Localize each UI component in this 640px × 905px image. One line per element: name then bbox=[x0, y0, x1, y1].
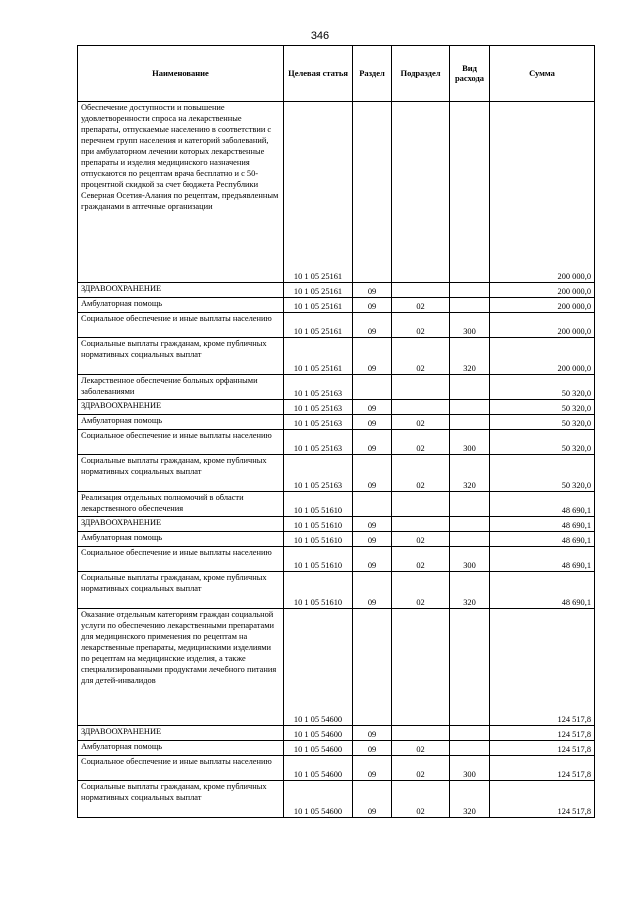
cell-subsection bbox=[392, 283, 450, 298]
page-number: 346 bbox=[310, 30, 330, 42]
cell-subsection: 02 bbox=[392, 313, 450, 338]
table-row bbox=[78, 298, 595, 313]
row-label: Социальное обеспечение и иные выплаты населению bbox=[81, 431, 272, 440]
cell-subsection bbox=[392, 609, 450, 726]
table-row bbox=[78, 517, 595, 532]
cell-sum: 200 000,0 bbox=[490, 102, 595, 283]
cell-subsection: 02 bbox=[392, 338, 450, 375]
cell-expense-type: 320 bbox=[450, 338, 490, 375]
cell-name bbox=[78, 283, 284, 298]
table-row bbox=[78, 455, 595, 492]
cell-subsection: 02 bbox=[392, 415, 450, 430]
table-row bbox=[78, 756, 595, 781]
cell-expense-type bbox=[450, 741, 490, 756]
cell-subsection: 02 bbox=[392, 532, 450, 547]
cell-section: 09 bbox=[353, 572, 392, 609]
cell-sum: 124 517,8 bbox=[490, 726, 595, 741]
cell-subsection bbox=[392, 726, 450, 741]
cell-sum: 48 690,1 bbox=[490, 532, 595, 547]
row-label: Социальное обеспечение и иные выплаты населению bbox=[81, 314, 272, 323]
row-label: ЗДРАВООХРАНЕНИЕ bbox=[81, 727, 162, 736]
cell-article: 10 1 05 25163 bbox=[284, 455, 353, 492]
cell-name bbox=[78, 547, 284, 572]
cell-name bbox=[78, 532, 284, 547]
cell-subsection bbox=[392, 400, 450, 415]
cell-subsection: 02 bbox=[392, 298, 450, 313]
cell-name bbox=[78, 492, 284, 517]
cell-sum: 124 517,8 bbox=[490, 756, 595, 781]
cell-section: 09 bbox=[353, 517, 392, 532]
cell-sum: 200 000,0 bbox=[490, 313, 595, 338]
table-row bbox=[78, 313, 595, 338]
cell-sum: 48 690,1 bbox=[490, 517, 595, 532]
cell-expense-type: 300 bbox=[450, 313, 490, 338]
row-label: Реализация отдельных полномочий в области лекарственного обеспечения bbox=[81, 493, 244, 513]
cell-name bbox=[78, 338, 284, 375]
row-label: Социальные выплаты гражданам, кроме публичных нормативных социальных выплат bbox=[81, 573, 267, 593]
cell-article: 10 1 05 51610 bbox=[284, 517, 353, 532]
cell-name bbox=[78, 517, 284, 532]
table-row bbox=[78, 609, 595, 726]
cell-section bbox=[353, 102, 392, 283]
cell-name bbox=[78, 726, 284, 741]
cell-sum: 50 320,0 bbox=[490, 430, 595, 455]
cell-subsection: 02 bbox=[392, 430, 450, 455]
row-label: Обеспечение доступности и повышение удовлетворенности спроса на лекарственные препараты, отпускаемые населению в соответствии с перечнем групп населения и категорий заболеваний, при амбулаторном лечении которых лекарственные препараты и изделия медицинского назначения отпускаются по рецептам врача бесплатно и с 50-процентной скидкой за счет бюджета Республики Северная Осетия-Алания по рецептам, предъявленным гражданами в аптечные организации bbox=[81, 103, 279, 211]
cell-subsection: 02 bbox=[392, 756, 450, 781]
cell-section: 09 bbox=[353, 455, 392, 492]
header-expense-type: Вид расхода bbox=[450, 46, 490, 102]
table-row bbox=[78, 430, 595, 455]
cell-sum: 48 690,1 bbox=[490, 547, 595, 572]
cell-subsection: 02 bbox=[392, 547, 450, 572]
table-row bbox=[78, 338, 595, 375]
cell-article: 10 1 05 25163 bbox=[284, 375, 353, 400]
cell-expense-type bbox=[450, 415, 490, 430]
cell-section: 09 bbox=[353, 532, 392, 547]
cell-section: 09 bbox=[353, 298, 392, 313]
row-label: ЗДРАВООХРАНЕНИЕ bbox=[81, 284, 162, 293]
header-article: Целевая статья bbox=[284, 46, 353, 102]
row-label: Оказание отдельным категориям граждан социальной услуги по обеспечению лекарственными препаратами для медицинского применения по рецептам на лекарственные препараты, медицинскими изделиями по рецептам на медицинские изделия, а также специализированными продуктами лечебного питания для детей-инвалидов bbox=[81, 610, 277, 685]
row-label: Амбулаторная помощь bbox=[81, 416, 163, 425]
cell-name bbox=[78, 430, 284, 455]
table-row bbox=[78, 741, 595, 756]
row-label: Социальные выплаты гражданам, кроме публичных нормативных социальных выплат bbox=[81, 782, 267, 802]
row-label: Социальное обеспечение и иные выплаты населению bbox=[81, 548, 272, 557]
cell-expense-type bbox=[450, 375, 490, 400]
cell-expense-type bbox=[450, 283, 490, 298]
cell-section: 09 bbox=[353, 781, 392, 818]
cell-article: 10 1 05 25161 bbox=[284, 298, 353, 313]
cell-name bbox=[78, 609, 284, 726]
row-label: Социальное обеспечение и иные выплаты населению bbox=[81, 757, 272, 766]
row-label: Амбулаторная помощь bbox=[81, 299, 163, 308]
table-row bbox=[78, 400, 595, 415]
cell-section bbox=[353, 492, 392, 517]
budget-table bbox=[77, 45, 595, 818]
table-row bbox=[78, 547, 595, 572]
cell-name bbox=[78, 400, 284, 415]
cell-subsection bbox=[392, 492, 450, 517]
cell-name bbox=[78, 572, 284, 609]
cell-expense-type bbox=[450, 298, 490, 313]
cell-article: 10 1 05 54600 bbox=[284, 609, 353, 726]
cell-subsection bbox=[392, 375, 450, 400]
cell-expense-type: 300 bbox=[450, 430, 490, 455]
row-label: Амбулаторная помощь bbox=[81, 533, 163, 542]
cell-subsection: 02 bbox=[392, 572, 450, 609]
cell-sum: 48 690,1 bbox=[490, 492, 595, 517]
cell-article: 10 1 05 54600 bbox=[284, 741, 353, 756]
cell-section: 09 bbox=[353, 430, 392, 455]
cell-section: 09 bbox=[353, 741, 392, 756]
cell-name bbox=[78, 298, 284, 313]
cell-expense-type bbox=[450, 400, 490, 415]
header-name: Наименование bbox=[78, 46, 284, 102]
cell-article: 10 1 05 25163 bbox=[284, 400, 353, 415]
cell-sum: 124 517,8 bbox=[490, 609, 595, 726]
table-row bbox=[78, 532, 595, 547]
cell-sum: 50 320,0 bbox=[490, 400, 595, 415]
cell-name bbox=[78, 375, 284, 400]
cell-section: 09 bbox=[353, 756, 392, 781]
row-label: Социальные выплаты гражданам, кроме публичных нормативных социальных выплат bbox=[81, 456, 267, 476]
table-row bbox=[78, 415, 595, 430]
cell-name bbox=[78, 455, 284, 492]
cell-article: 10 1 05 51610 bbox=[284, 572, 353, 609]
cell-section bbox=[353, 375, 392, 400]
cell-expense-type: 320 bbox=[450, 572, 490, 609]
cell-article: 10 1 05 25163 bbox=[284, 415, 353, 430]
row-label: ЗДРАВООХРАНЕНИЕ bbox=[81, 401, 162, 410]
cell-subsection bbox=[392, 517, 450, 532]
cell-sum: 50 320,0 bbox=[490, 415, 595, 430]
cell-expense-type bbox=[450, 492, 490, 517]
cell-article: 10 1 05 51610 bbox=[284, 547, 353, 572]
cell-expense-type bbox=[450, 609, 490, 726]
cell-name bbox=[78, 313, 284, 338]
cell-sum: 200 000,0 bbox=[490, 338, 595, 375]
cell-section: 09 bbox=[353, 400, 392, 415]
cell-article: 10 1 05 54600 bbox=[284, 756, 353, 781]
cell-section: 09 bbox=[353, 338, 392, 375]
row-label: ЗДРАВООХРАНЕНИЕ bbox=[81, 518, 162, 527]
cell-subsection: 02 bbox=[392, 781, 450, 818]
cell-expense-type: 300 bbox=[450, 547, 490, 572]
header-subsection: Подраздел bbox=[392, 46, 450, 102]
cell-article: 10 1 05 54600 bbox=[284, 781, 353, 818]
table-row bbox=[78, 781, 595, 818]
cell-sum: 200 000,0 bbox=[490, 298, 595, 313]
cell-subsection: 02 bbox=[392, 741, 450, 756]
cell-sum: 124 517,8 bbox=[490, 781, 595, 818]
cell-article: 10 1 05 54600 bbox=[284, 726, 353, 741]
cell-article: 10 1 05 25161 bbox=[284, 313, 353, 338]
row-label: Амбулаторная помощь bbox=[81, 742, 163, 751]
cell-sum: 124 517,8 bbox=[490, 741, 595, 756]
cell-section: 09 bbox=[353, 283, 392, 298]
cell-sum: 200 000,0 bbox=[490, 283, 595, 298]
cell-section: 09 bbox=[353, 313, 392, 338]
cell-name bbox=[78, 741, 284, 756]
table-row bbox=[78, 726, 595, 741]
cell-section: 09 bbox=[353, 726, 392, 741]
cell-sum: 50 320,0 bbox=[490, 455, 595, 492]
table-row bbox=[78, 102, 595, 283]
row-label: Социальные выплаты гражданам, кроме публичных нормативных социальных выплат bbox=[81, 339, 267, 359]
cell-expense-type: 320 bbox=[450, 455, 490, 492]
table-row bbox=[78, 492, 595, 517]
cell-article: 10 1 05 25163 bbox=[284, 430, 353, 455]
cell-article: 10 1 05 25161 bbox=[284, 283, 353, 298]
cell-article: 10 1 05 51610 bbox=[284, 532, 353, 547]
cell-section: 09 bbox=[353, 415, 392, 430]
table-row bbox=[78, 283, 595, 298]
cell-sum: 48 690,1 bbox=[490, 572, 595, 609]
cell-section bbox=[353, 609, 392, 726]
table-row bbox=[78, 572, 595, 609]
cell-name bbox=[78, 415, 284, 430]
cell-expense-type bbox=[450, 517, 490, 532]
cell-article: 10 1 05 51610 bbox=[284, 492, 353, 517]
cell-name bbox=[78, 102, 284, 283]
table-row bbox=[78, 375, 595, 400]
cell-expense-type bbox=[450, 532, 490, 547]
cell-subsection bbox=[392, 102, 450, 283]
cell-sum: 50 320,0 bbox=[490, 375, 595, 400]
cell-subsection: 02 bbox=[392, 455, 450, 492]
cell-expense-type bbox=[450, 726, 490, 741]
header-section: Раздел bbox=[353, 46, 392, 102]
cell-section: 09 bbox=[353, 547, 392, 572]
cell-expense-type bbox=[450, 102, 490, 283]
header-sum: Сумма bbox=[490, 46, 595, 102]
header-row bbox=[78, 46, 595, 102]
cell-expense-type: 320 bbox=[450, 781, 490, 818]
cell-article: 10 1 05 25161 bbox=[284, 338, 353, 375]
cell-expense-type: 300 bbox=[450, 756, 490, 781]
cell-name bbox=[78, 781, 284, 818]
cell-name bbox=[78, 756, 284, 781]
cell-article: 10 1 05 25161 bbox=[284, 102, 353, 283]
row-label: Лекарственное обеспечение больных орфанными заболеваниями bbox=[81, 376, 258, 396]
